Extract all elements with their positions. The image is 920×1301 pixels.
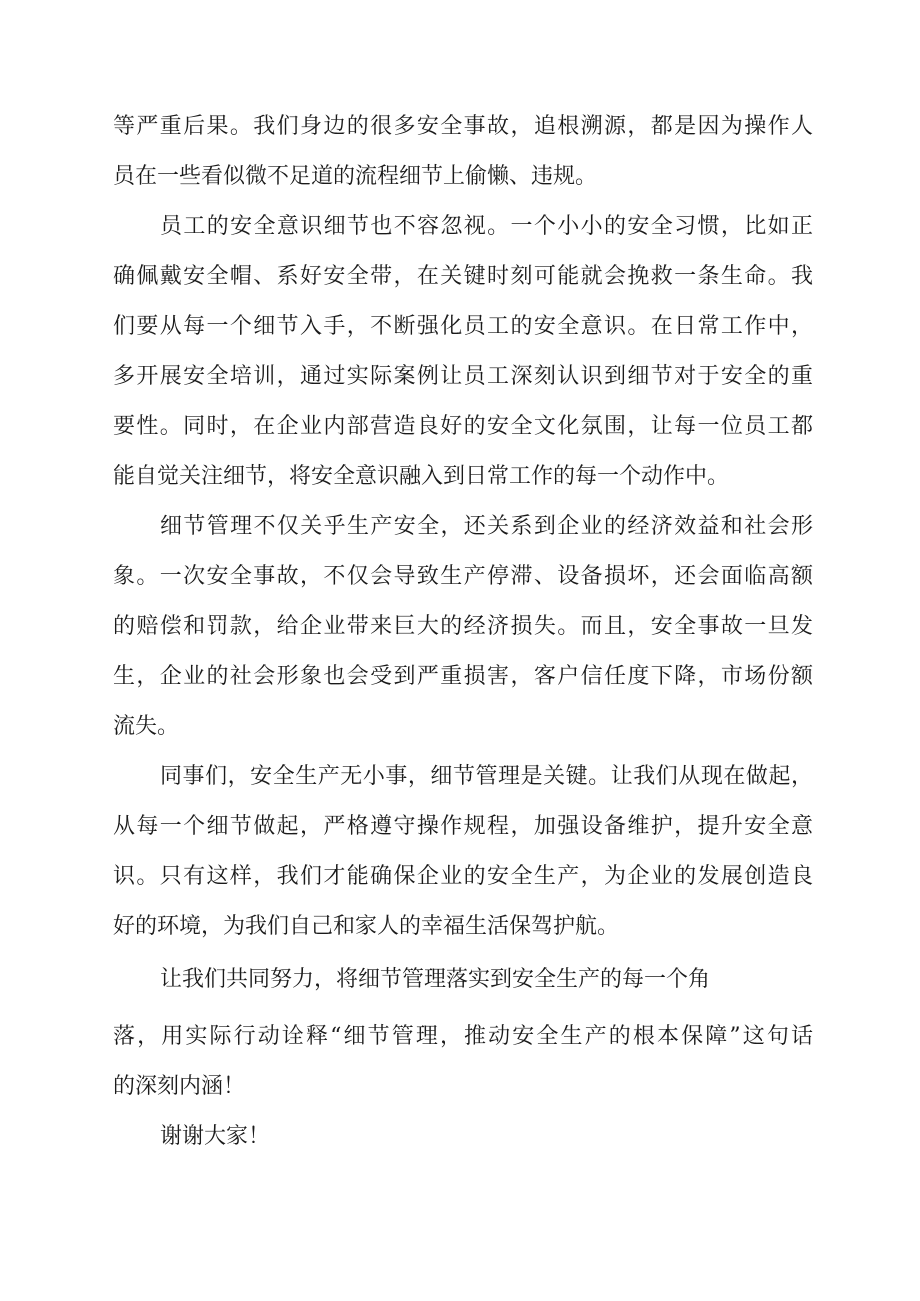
text-line: 要性。同时，在企业内部营造良好的安全文化氛围，让每一位员工都 (113, 414, 813, 439)
text-line: 从每一个细节做起，严格遵守操作规程，加强设备维护，提升安全意 (113, 814, 813, 839)
paragraph-start-line: 细节管理不仅关乎生产安全，还关系到企业的经济效益和社会形 (160, 514, 813, 539)
text-line: 的深刻内涵！ (113, 1074, 246, 1099)
text-line: 的赔偿和罚款，给企业带来巨大的经济损失。而且，安全事故一旦发 (113, 614, 813, 639)
text-line: 落，用实际行动诠释“细节管理，推动安全生产的根本保障”这句话 (113, 1024, 813, 1049)
text-line: 好的环境，为我们自己和家人的幸福生活保驾护航。 (113, 914, 620, 939)
closing-line: 谢谢大家！ (160, 1124, 271, 1149)
paragraph-start-line: 员工的安全意识细节也不容忽视。一个小小的安全习惯，比如正 (160, 214, 813, 239)
text-line: 多开展安全培训，通过实际案例让员工深刻认识到细节对于安全的重 (113, 364, 813, 389)
text-line: 能自觉关注细节，将安全意识融入到日常工作的每一个动作中。 (113, 464, 730, 489)
text-line: 确佩戴安全帽、系好安全带，在关键时刻可能就会挽救一条生命。我 (113, 264, 813, 289)
text-line: 们要从每一个细节入手，不断强化员工的安全意识。在日常工作中， (113, 314, 813, 339)
paragraph-start-line: 同事们，安全生产无小事，细节管理是关键。让我们从现在做起， (160, 764, 813, 789)
text-line: 生，企业的社会形象也会受到严重损害，客户信任度下降，市场份额 (113, 664, 813, 689)
text-line: 象。一次安全事故，不仅会导致生产停滞、设备损坏，还会面临高额 (113, 564, 813, 589)
text-line: 等严重后果。我们身边的很多安全事故，追根溯源，都是因为操作人 (113, 114, 813, 139)
text-line: 识。只有这样，我们才能确保企业的安全生产，为企业的发展创造良 (113, 864, 813, 889)
paragraph-start-line: 让我们共同努力，将细节管理落实到安全生产的每一个角 (160, 967, 711, 992)
text-line: 流失。 (113, 714, 180, 739)
text-line: 员在一些看似微不足道的流程细节上偷懒、违规。 (113, 164, 598, 189)
